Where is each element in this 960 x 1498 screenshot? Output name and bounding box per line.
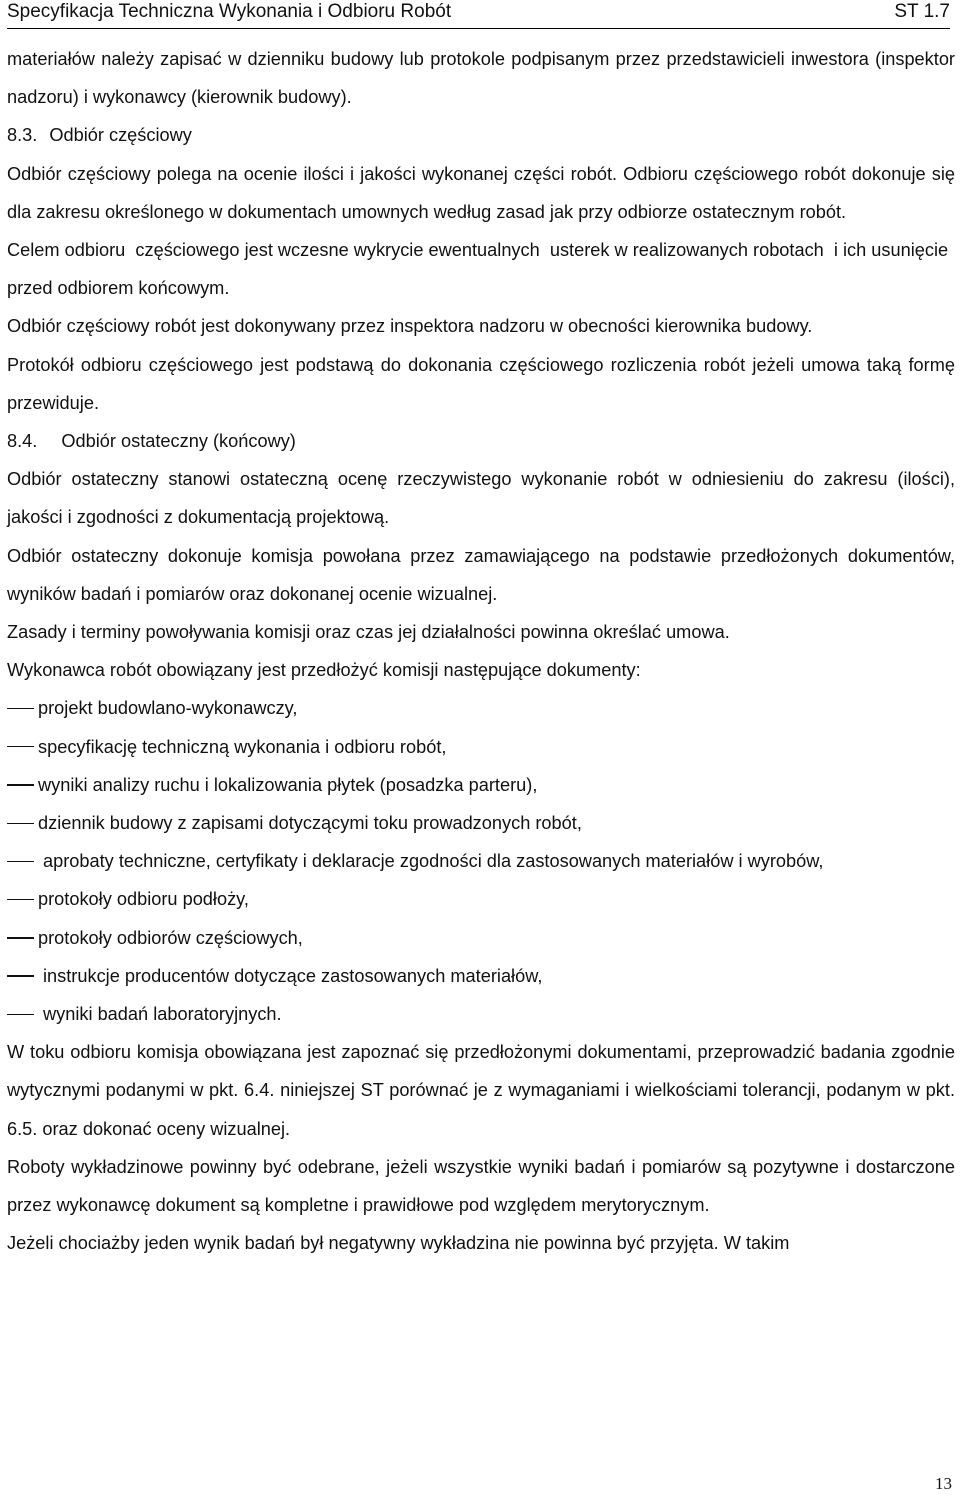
list-item: [7, 842, 955, 880]
documents-list: [7, 689, 955, 1033]
paragraph: W toku odbioru komisja obowiązana jest zapoznać się przedłożonymi dokumentami, przeprowadzić badania zgodnie wytycznymi podanymi w pkt. 6.4. niniejszej ST porównać je z wymaganiami i wielkościami tolerancji, podanym w pkt. 6.5. oraz dokonać oceny wizualnej.: [7, 1042, 955, 1139]
dash-bullet-icon: [7, 708, 34, 709]
document-body: [7, 40, 955, 1263]
paragraph: Roboty wykładzinowe powinny być odebrane, jeżeli wszystkie wyniki badań i pomiarów są pozytywne i dostarczone przez wykonawcę dokument są kompletne i prawidłowe pod względem merytorycznym.: [7, 1156, 955, 1216]
paragraph: Odbiór częściowy polega na ocenie ilości i jakości wykonanej części robót. Odbioru częściowego robót dokonuje się dla zakresu określonego w dokumentach umownych według zasad jak przy odbiorze ostatecznym robót.: [7, 163, 955, 222]
paragraph: Odbiór ostateczny stanowi ostateczną ocenę rzeczywistego wykonanie robót w odniesieniu do zakresu (ilości), jakości i zgodności z dokumentacją projektową.: [7, 469, 955, 528]
dash-bullet-icon: [7, 746, 34, 747]
list-item-text: dziennik budowy z zapisami dotyczącymi toku prowadzonych robót,: [38, 813, 582, 834]
section-title: Odbiór ostateczny (końcowy): [61, 431, 296, 452]
list-item-text: instrukcje producentów dotyczące zastosowanych materiałów,: [43, 965, 543, 986]
list-item: [7, 728, 955, 766]
list-item: [7, 766, 955, 804]
list-item-text: protokoły odbioru podłoży,: [38, 889, 249, 910]
section-number: 8.4.: [7, 431, 38, 452]
list-item: [7, 995, 955, 1033]
list-item: [7, 804, 955, 842]
section-heading-8-3: [7, 116, 955, 154]
list-item-text: specyfikację techniczną wykonania i odbioru robót,: [38, 736, 447, 757]
paragraph: Protokół odbioru częściowego jest podstawą do dokonania częściowego rozliczenia robót jeżeli umowa taką formę przewiduje.: [7, 354, 955, 413]
paragraph: Odbiór częściowy robót jest dokonywany przez inspektora nadzoru w obecności kierownika budowy.: [7, 316, 813, 337]
paragraph: Celem odbioru częściowego jest wczesne wykrycie ewentualnych usterek w realizowanych robotach i ich usunięcie przed odbiorem końcowym.: [7, 240, 954, 299]
document-title: Specyfikacja Techniczna Wykonania i Odbioru Robót: [7, 1, 452, 22]
list-item-text: protokoły odbiorów częściowych,: [38, 927, 303, 948]
dash-bullet-icon: [7, 823, 34, 824]
list-item: [7, 957, 955, 995]
list-item-text: wyniki badań laboratoryjnych.: [43, 1004, 282, 1025]
section-number: 8.3.: [7, 125, 38, 146]
list-item-text: aprobaty techniczne, certyfikaty i deklaracje zgodności dla zastosowanych materiałów i wyrobów,: [43, 851, 824, 872]
page-header: [7, 0, 950, 29]
document-code: ST 1.7: [894, 1, 950, 22]
list-item: [7, 689, 955, 727]
dash-bullet-icon: [7, 975, 34, 976]
page-number: 13: [935, 1474, 952, 1493]
list-item: [7, 919, 955, 957]
section-heading-8-4: [7, 422, 955, 460]
paragraph: Jeżeli chociażby jeden wynik badań był negatywny wykładzina nie powinna być przyjęta. W takim: [7, 1233, 790, 1254]
dash-bullet-icon: [7, 1014, 34, 1015]
paragraph: Wykonawca robót obowiązany jest przedłożyć komisji następujące dokumenty:: [7, 660, 641, 681]
dash-bullet-icon: [7, 937, 34, 938]
list-item-text: wyniki analizy ruchu i lokalizowania płytek (posadzka parteru),: [38, 774, 538, 795]
section-title: Odbiór częściowy: [49, 125, 192, 146]
paragraph: Odbiór ostateczny dokonuje komisja powołana przez zamawiającego na podstawie przedłożonych dokumentów, wyników badań i pomiarów oraz dokonanej ocenie wizualnej.: [7, 545, 955, 604]
dash-bullet-icon: [7, 861, 34, 862]
list-item-text: projekt budowlano-wykonawczy,: [38, 698, 298, 719]
paragraph: Zasady i terminy powoływania komisji oraz czas jej działalności powinna określać umowa.: [7, 622, 730, 643]
dash-bullet-icon: [7, 784, 34, 785]
list-item: [7, 880, 955, 918]
paragraph: materiałów należy zapisać w dzienniku budowy lub protokole podpisanym przez przedstawicieli inwestora (inspektor nadzoru) i wykonawcy (kierownik budowy).: [7, 49, 955, 108]
dash-bullet-icon: [7, 899, 34, 900]
